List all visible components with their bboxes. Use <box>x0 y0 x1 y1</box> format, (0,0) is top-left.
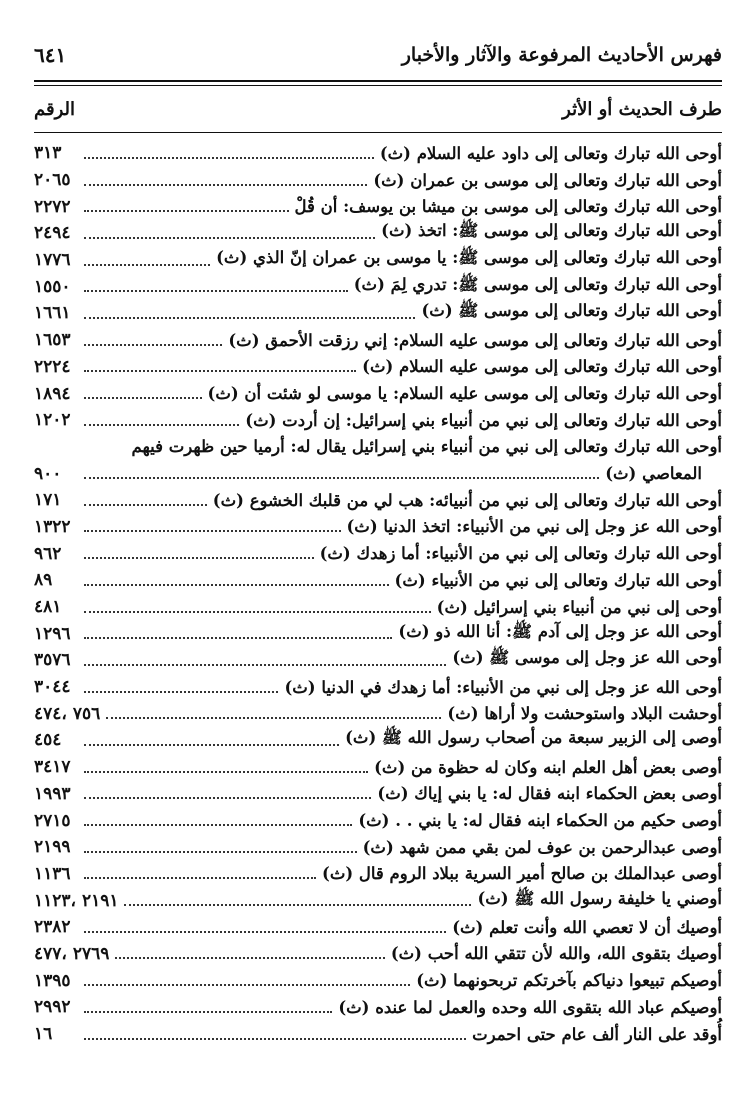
index-entry <box>34 193 722 220</box>
index-entry <box>34 167 722 194</box>
entry-continuation <box>34 460 722 487</box>
dot-leader <box>84 343 222 346</box>
entry-text: أوصيك بتقوى الله، والله لأن تتقي الله أحب (ث) <box>390 944 722 964</box>
index-entry <box>34 247 722 274</box>
dot-leader <box>84 316 415 319</box>
dot-leader <box>115 956 385 959</box>
dot-leader <box>84 983 410 986</box>
header-rule <box>34 80 722 82</box>
entry-text: أوحى الله تبارك وتعالى إلى نبي من الأنبياء: أما زهدك (ث) <box>319 544 722 564</box>
entry-text: أوحى إلى نبي من أنبياء بني إسرائيل (ث) <box>436 597 722 617</box>
index-entry <box>34 941 722 968</box>
entry-text: أوحشت البلاد واستوحشت ولا أراها (ث) <box>447 704 722 724</box>
entry-number: ٢٠٦٥ <box>34 170 71 191</box>
dot-leader <box>84 636 392 639</box>
entry-number: ١٦٥٣ <box>34 330 71 351</box>
entry-number: ٢٤٩٤ <box>34 223 71 244</box>
dot-leader <box>84 236 375 239</box>
dot-leader <box>84 663 446 666</box>
index-entry <box>34 514 722 541</box>
entry-number: ٣٤١٧ <box>34 757 71 778</box>
entry-number: ٢٢٧٢ <box>34 196 71 217</box>
entry-number: ١٧١ <box>34 490 62 511</box>
index-entry <box>34 807 722 834</box>
entry-text: أوصيك أن لا تعصي الله وأنت تعلم (ث) <box>452 917 722 937</box>
dot-leader <box>84 796 371 799</box>
entry-text: أوحى الله عز وجل إلى موسى ﷺ (ث) <box>452 648 722 668</box>
dot-leader <box>84 263 210 266</box>
entry-number: ٧٥٦ ،٤٧٤ <box>34 703 101 724</box>
index-entries <box>34 140 722 1047</box>
entry-text: أوحى الله تبارك وتعالى إلى موسى عليه السلام (ث) <box>362 357 722 377</box>
entry-text: أوحى الله تبارك وتعالى إلى نبي من الأنبياء (ث) <box>394 570 722 590</box>
dot-leader <box>84 503 207 506</box>
dot-leader <box>124 903 471 906</box>
dot-leader <box>106 716 441 719</box>
entry-text: أوصيكم تبيعوا دنياكم بآخرتكم تربحونهما (ث) <box>416 971 722 991</box>
page-number: ٦٤١ <box>34 43 67 67</box>
entry-text: أوحى الله عز وجل إلى نبي من الأنبياء: أما زهدك في الدنيا (ث) <box>284 677 722 697</box>
entry-text-continued: المعاصي (ث) <box>605 464 702 484</box>
dot-leader <box>84 583 389 586</box>
index-entry <box>34 700 722 727</box>
index-entry <box>34 674 722 701</box>
index-entry <box>34 300 722 327</box>
entry-number: ٣٠٤٤ <box>34 677 71 698</box>
dot-leader <box>84 823 352 826</box>
dot-leader <box>84 1037 466 1040</box>
column-heading-number: الرقم <box>34 98 76 120</box>
entry-text: أوحى الله تبارك وتعالى إلى نبي من أنبيائه: هب لي من قلبك الخشوع (ث) <box>212 490 722 510</box>
dot-leader <box>84 743 339 746</box>
index-entry <box>34 434 722 487</box>
index-entry <box>34 727 722 754</box>
dot-leader <box>84 876 316 879</box>
column-heading-text: طرف الحديث أو الأثر <box>562 98 722 120</box>
entry-number: ٢١٩٩ <box>34 837 71 858</box>
entry-number: ١٨٩٤ <box>34 383 71 404</box>
entry-number: ٢٩٩٢ <box>34 997 71 1018</box>
entry-number: ١٢٠٢ <box>34 410 71 431</box>
entry-text: أوحى الله تبارك وتعالى إلى موسى بن ميشا بن يوسف: أن قُلْ <box>294 197 722 217</box>
entry-number: ٩٠٠ <box>34 463 62 484</box>
entry-number: ٨٩ <box>34 570 53 591</box>
entry-number: ١٢٩٦ <box>34 623 71 644</box>
index-entry <box>34 594 722 621</box>
entry-text: أوصى بعض أهل العلم ابنه وكان له حظوة من (ث) <box>374 757 722 777</box>
entry-text: أوصني يا خليفة رسول الله ﷺ (ث) <box>477 888 722 908</box>
dot-leader <box>84 556 314 559</box>
dot-leader <box>84 423 239 426</box>
dot-leader <box>84 770 368 773</box>
entry-text: أوحى الله تبارك وتعالى إلى موسى عليه السلام: إني رزقت الأحمق (ث) <box>228 330 722 350</box>
index-entry <box>34 914 722 941</box>
index-entry <box>34 354 722 381</box>
entry-number: ١٩٩٣ <box>34 783 71 804</box>
index-entry <box>34 380 722 407</box>
dot-leader <box>84 396 202 399</box>
entry-text: أوحى الله تبارك وتعالى إلى موسى ﷺ: اتخذ (ث) <box>381 221 722 241</box>
entry-text: أوصى عبدالملك بن صالح أمير السرية ببلاد الروم قال (ث) <box>322 864 722 884</box>
dot-leader <box>84 850 357 853</box>
dot-leader <box>84 476 599 479</box>
entry-number: ١٦٦١ <box>34 303 71 324</box>
entry-number: ٢٧٦٩ ،٤٧٧ <box>34 943 110 964</box>
entry-text: أوصى بعض الحكماء ابنه فقال له: يا بني إياك (ث) <box>377 784 722 804</box>
entry-number: ٣٥٧٦ <box>34 650 71 671</box>
index-entry <box>34 994 722 1021</box>
entry-text: أوحى الله تبارك وتعالى إلى موسى عليه السلام: يا موسى لو شئت أن (ث) <box>207 384 722 404</box>
dot-leader <box>84 289 348 292</box>
index-entry <box>34 861 722 888</box>
entry-number: ٢١٩١ ،١١٢٣ <box>34 890 119 911</box>
entry-number: ٢٧١٥ <box>34 810 71 831</box>
dot-leader <box>84 183 367 186</box>
index-entry <box>34 140 722 167</box>
index-entry <box>34 407 722 434</box>
running-header <box>34 38 722 72</box>
entry-text: أوحى الله تبارك وتعالى إلى موسى ﷺ (ث) <box>421 301 722 321</box>
entry-number: ١٣٩٥ <box>34 970 71 991</box>
dot-leader <box>84 690 278 693</box>
entry-text: أوحى الله تبارك وتعالى إلى موسى بن عمران (ث) <box>373 170 722 190</box>
entry-number: ١٧٧٦ <box>34 250 71 271</box>
entry-number: ١١٣٦ <box>34 863 71 884</box>
index-entry <box>34 487 722 514</box>
entry-text: أوحى الله عز وجل إلى آدم ﷺ: أنا الله ذو (ث) <box>398 621 722 641</box>
index-entry <box>34 327 722 354</box>
header-rule-thin <box>34 85 722 86</box>
entry-text: أوصيكم عباد الله بتقوى الله وحده والعمل لما عنده (ث) <box>338 997 722 1017</box>
dot-leader <box>84 529 341 532</box>
entry-number: ٢٢٢٤ <box>34 356 71 377</box>
entry-number: ٤٥٤ <box>34 730 62 751</box>
entry-number: ١٦ <box>34 1024 53 1045</box>
column-heading-rule <box>34 132 722 133</box>
entry-text: أوحى الله تبارك وتعالى إلى نبي من أنبياء بني إسرائيل يقال له: أرميا حين ظهرت فيهم <box>131 436 722 456</box>
entry-text: أوصى عبدالرحمن بن عوف لمن بقي ممن شهد (ث) <box>362 837 722 857</box>
index-entry <box>34 540 722 567</box>
entry-number: ٩٦٢ <box>34 543 62 564</box>
index-entry <box>34 620 722 647</box>
index-entry <box>34 1021 722 1048</box>
dot-leader <box>84 610 431 613</box>
index-entry <box>34 273 722 300</box>
dot-leader <box>84 209 289 212</box>
index-entry <box>34 647 722 674</box>
entry-text: أوحى الله عز وجل إلى نبي من الأنبياء: اتخذ الدنيا (ث) <box>346 517 722 537</box>
running-title: فهرس الأحاديث المرفوعة والآثار والأخبار <box>401 44 722 66</box>
entry-text: أوصى حكيم من الحكماء ابنه فقال له: يا بني . . (ث) <box>358 811 722 831</box>
entry-number: ١٣٢٢ <box>34 516 71 537</box>
dot-leader <box>84 156 374 159</box>
index-entry <box>34 220 722 247</box>
index-entry <box>34 967 722 994</box>
dot-leader <box>84 930 446 933</box>
index-entry <box>34 567 722 594</box>
entry-number: ٣١٣ <box>34 143 62 164</box>
entry-text: أُوقد على النار ألف عام حتى احمرت <box>472 1024 722 1044</box>
column-headings <box>34 92 722 126</box>
entry-number: ٤٨١ <box>34 597 62 618</box>
dot-leader <box>84 369 356 372</box>
index-entry <box>34 887 722 914</box>
entry-text: أوصى إلى الزبير سبعة من أصحاب رسول الله ﷺ (ث) <box>345 728 722 748</box>
index-entry <box>34 781 722 808</box>
entry-number: ١٥٥٠ <box>34 276 71 297</box>
entry-number: ٢٣٨٢ <box>34 917 71 938</box>
index-entry <box>34 754 722 781</box>
entry-text: أوحى الله تبارك وتعالى إلى موسى ﷺ: تدري لِمَ (ث) <box>353 274 722 294</box>
entry-text: أوحى الله تبارك وتعالى إلى داود عليه السلام (ث) <box>379 143 722 163</box>
dot-leader <box>84 1010 332 1013</box>
entry-text: أوحى الله تبارك وتعالى إلى موسى ﷺ: يا موسى بن عمران إنّ الذي (ث) <box>216 248 722 268</box>
entry-text: أوحى الله تبارك وتعالى إلى نبي من أنبياء بني إسرائيل: إن أردت (ث) <box>245 410 722 430</box>
index-entry <box>34 834 722 861</box>
